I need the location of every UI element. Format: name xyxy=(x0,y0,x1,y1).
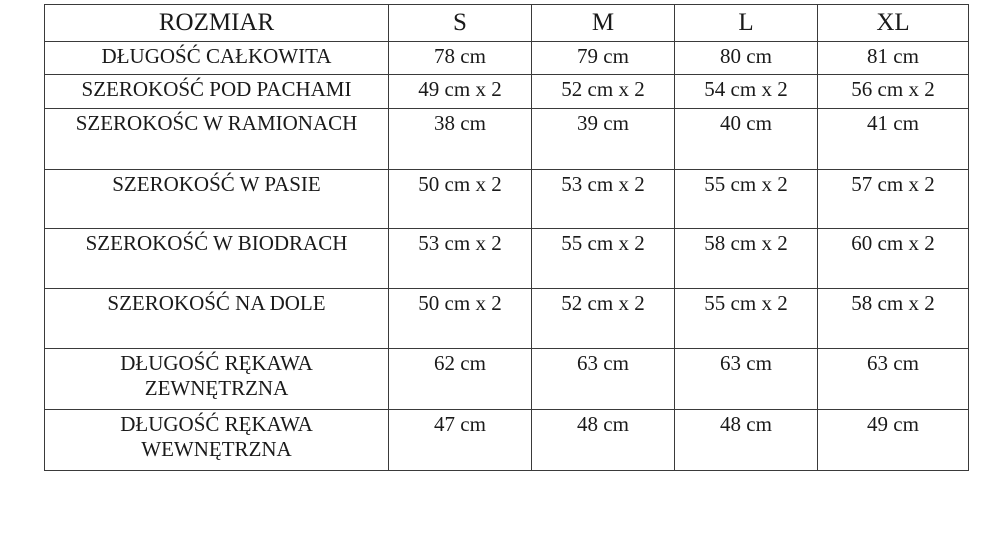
cell-value: 79 cm xyxy=(577,44,629,68)
cell-value: 48 cm xyxy=(577,412,629,436)
table-cell xyxy=(389,42,532,75)
row-label xyxy=(45,75,389,109)
cell-value: 55 cm x 2 xyxy=(704,172,788,196)
row-label-text: SZEROKOŚĆ POD PACHAMI xyxy=(81,77,352,101)
cell-value: 50 cm x 2 xyxy=(418,291,502,315)
cell-value: 81 cm xyxy=(867,44,919,68)
cell-value: 40 cm xyxy=(720,111,772,135)
table-cell xyxy=(532,349,675,410)
row-label-text: DŁUGOŚĆ CAŁKOWITA xyxy=(101,44,332,68)
table-cell xyxy=(818,349,969,410)
cell-value: 60 cm x 2 xyxy=(851,231,935,255)
table-cell xyxy=(532,229,675,289)
table-cell xyxy=(675,170,818,229)
table-row xyxy=(45,42,969,75)
cell-value: 47 cm xyxy=(434,412,486,436)
table-row xyxy=(45,109,969,170)
row-label xyxy=(45,42,389,75)
table-cell xyxy=(532,170,675,229)
cell-value: 63 cm xyxy=(867,351,919,375)
cell-value: 54 cm x 2 xyxy=(704,77,788,101)
row-label xyxy=(45,289,389,349)
table-cell xyxy=(532,410,675,471)
cell-value: 78 cm xyxy=(434,44,486,68)
row-label-text xyxy=(45,349,388,401)
table-row xyxy=(45,170,969,229)
cell-value: 50 cm x 2 xyxy=(418,172,502,196)
table-row xyxy=(45,289,969,349)
table-cell xyxy=(818,229,969,289)
table-cell xyxy=(675,410,818,471)
row-label-line: WEWNĘTRZNA xyxy=(141,437,292,462)
table-cell xyxy=(675,229,818,289)
table-cell xyxy=(389,349,532,410)
table-row xyxy=(45,229,969,289)
cell-value: 48 cm xyxy=(720,412,772,436)
table-cell xyxy=(389,75,532,109)
table-cell xyxy=(389,170,532,229)
row-label-text: SZEROKOŚĆ W PASIE xyxy=(112,172,321,196)
table-row xyxy=(45,349,969,410)
table-cell xyxy=(675,75,818,109)
table-cell xyxy=(818,42,969,75)
cell-value: 52 cm x 2 xyxy=(561,77,645,101)
cell-value: 57 cm x 2 xyxy=(851,172,935,196)
cell-value: 63 cm xyxy=(720,351,772,375)
table-cell xyxy=(818,410,969,471)
size-chart-table xyxy=(44,4,969,471)
table-cell xyxy=(675,109,818,170)
table-row xyxy=(45,410,969,471)
cell-value: 63 cm xyxy=(577,351,629,375)
cell-value: 53 cm x 2 xyxy=(418,231,502,255)
row-label xyxy=(45,410,389,471)
row-label-text: SZEROKOŚĆ W BIODRACH xyxy=(85,231,348,255)
table-cell xyxy=(532,289,675,349)
table-cell xyxy=(532,42,675,75)
table-cell xyxy=(675,42,818,75)
table-cell xyxy=(818,109,969,170)
row-label-line: DŁUGOŚĆ RĘKAWA xyxy=(120,351,313,375)
cell-value: 80 cm xyxy=(720,44,772,68)
row-label xyxy=(45,109,389,170)
row-label xyxy=(45,349,389,410)
row-label-line: DŁUGOŚĆ RĘKAWA xyxy=(120,412,313,436)
table-row xyxy=(45,75,969,109)
cell-value: 55 cm x 2 xyxy=(704,291,788,315)
cell-value: 56 cm x 2 xyxy=(851,77,935,101)
cell-value: 62 cm xyxy=(434,351,486,375)
table-cell xyxy=(389,229,532,289)
table-cell xyxy=(532,75,675,109)
table-cell xyxy=(818,170,969,229)
row-label-text: SZEROKOŚĆ NA DOLE xyxy=(107,291,326,315)
row-label-text xyxy=(45,410,388,462)
table-cell xyxy=(818,289,969,349)
table-cell xyxy=(389,410,532,471)
cell-value: 58 cm x 2 xyxy=(704,231,788,255)
cell-value: 53 cm x 2 xyxy=(561,172,645,196)
header-size-xl: XL xyxy=(818,5,969,42)
header-size-s: S xyxy=(389,5,532,42)
row-label xyxy=(45,229,389,289)
cell-value: 55 cm x 2 xyxy=(561,231,645,255)
table-cell xyxy=(389,289,532,349)
table-cell xyxy=(675,349,818,410)
row-label-text: SZEROKOŚC W RAMIONACH xyxy=(75,111,358,135)
cell-value: 49 cm x 2 xyxy=(418,77,502,101)
header-size-l: L xyxy=(675,5,818,42)
cell-value: 58 cm x 2 xyxy=(851,291,935,315)
header-row xyxy=(45,5,969,42)
cell-value: 49 cm xyxy=(867,412,919,436)
header-size-m: M xyxy=(532,5,675,42)
table-cell xyxy=(818,75,969,109)
header-size-label: ROZMIAR xyxy=(45,5,389,42)
row-label-line: ZEWNĘTRZNA xyxy=(144,376,289,401)
table-cell xyxy=(389,109,532,170)
row-label xyxy=(45,170,389,229)
table-cell xyxy=(675,289,818,349)
cell-value: 39 cm xyxy=(577,111,629,135)
table-cell xyxy=(532,109,675,170)
cell-value: 38 cm xyxy=(434,111,486,135)
cell-value: 52 cm x 2 xyxy=(561,291,645,315)
cell-value: 41 cm xyxy=(867,111,919,135)
